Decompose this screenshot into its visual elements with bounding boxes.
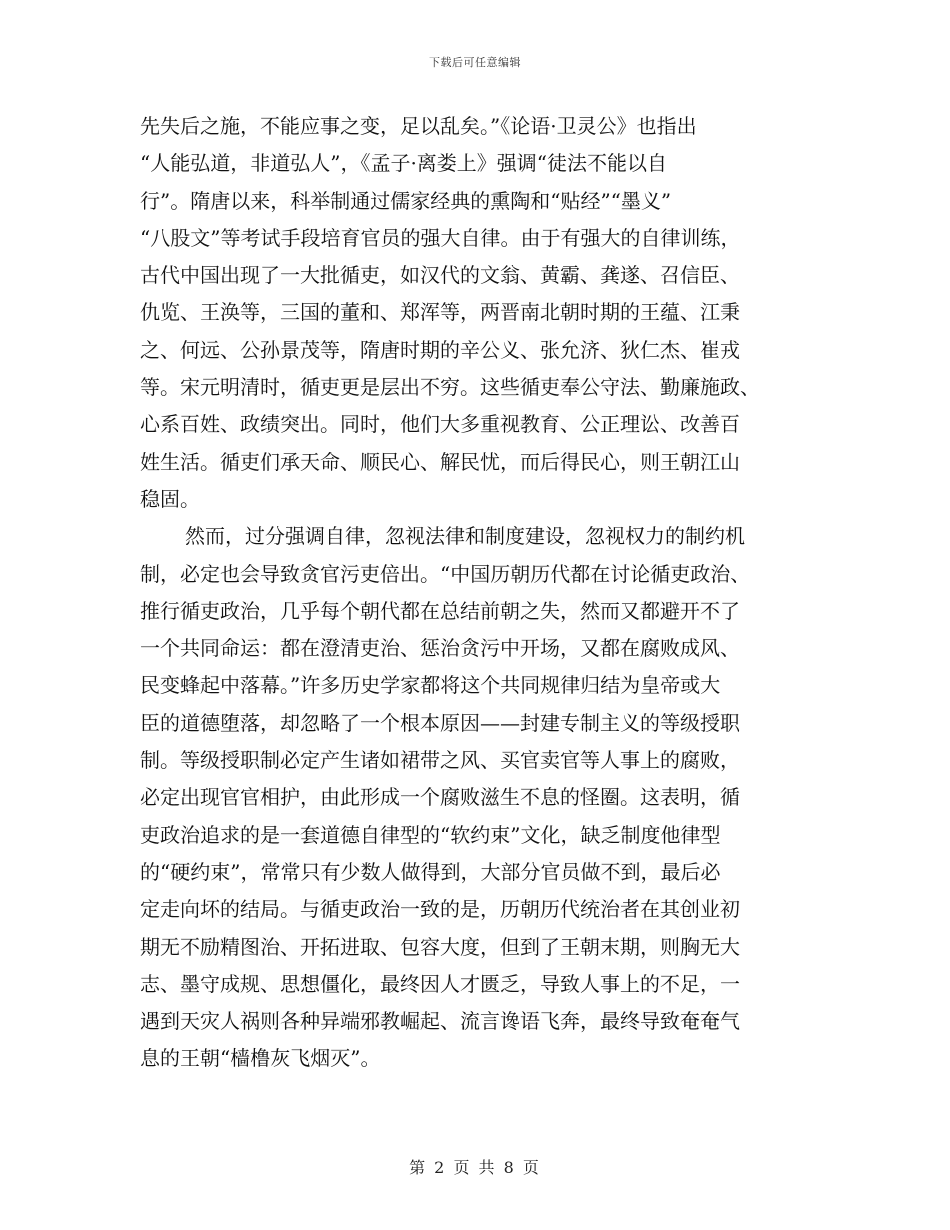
- text-line: 仇览、王涣等，三国的董和、郑浑等，两晋南北朝时期的王蕴、江秉: [140, 300, 740, 325]
- text-line: 定走向坏的结局。与循吏政治一致的是，历朝历代统治者在其创业初: [140, 897, 740, 922]
- text-line: 稳固。: [140, 486, 200, 511]
- text-line: 遇到天灾人祸则各种异端邪教崛起、流言谗语飞奔，最终导致奄奄气: [140, 1009, 740, 1034]
- text-line: 推行循吏政治，几乎每个朝代都在总结前朝之失，然而又都避开不了: [140, 598, 740, 623]
- text-line: 制。等级授职制必定产生诸如裙带之风、买官卖官等人事上的腐败，: [140, 748, 740, 773]
- text-line: 息的王朝“樯橹灰飞烟灭”。: [140, 1046, 381, 1071]
- text-line: 制，必定也会导致贪官污吏倍出。“中国历朝历代都在讨论循吏政治、: [140, 561, 751, 586]
- text-line: 臣的道德堕落，却忽略了一个根本原因——封建专制主义的等级授职: [140, 710, 740, 735]
- text-line: 先失后之施，不能应事之变，足以乱矣。”《论语·卫灵公》也指出: [140, 114, 697, 138]
- text-line: 必定出现官官相护，由此形成一个腐败滋生不息的怪圈。这表明，循: [140, 785, 740, 810]
- text-line: 古代中国出现了一大批循吏，如汉代的文翁、黄霸、龚遂、召信臣、: [140, 263, 740, 288]
- page-header: 下载后可任意编辑: [429, 56, 521, 69]
- text-line: “人能弘道，非道弘人”，《孟子·离娄上》强调“徒法不能以自: [140, 151, 668, 176]
- text-line: 姓生活。循吏们承天命、顺民心、解民忧，而后得民心，则王朝江山: [140, 449, 740, 474]
- text-line: 等。宋元明清时，循吏更是层出不穷。这些循吏奉公守法、勤廉施政、: [140, 375, 760, 400]
- text-line: 行”。隋唐以来，科举制通过儒家经典的熏陶和“贴经”“墨义”: [140, 188, 672, 213]
- text-line: 志、墨守成规、思想僵化，最终因人才匮乏，导致人事上的不足，一: [140, 971, 740, 996]
- text-line: 民变蜂起中落幕。”许多历史学家都将这个共同规律归结为皇帝或大: [140, 673, 721, 698]
- document-body: [140, 108, 810, 1078]
- paragraph-first-line: 然而，过分强调自律，忽视法律和制度建设，忽视权力的制约机: [185, 524, 745, 549]
- text-line: 一个共同命运：都在澄清吏治、惩治贪污中开场，又都在腐败成风、: [140, 636, 740, 661]
- text-line: 期无不励精图治、开拓进取、包容大度，但到了王朝末期，则胸无大: [140, 934, 740, 959]
- page-number: 第 2 页 共 8 页: [409, 1158, 541, 1177]
- text-line: 之、何远、公孙景茂等，隋唐时期的辛公义、张允济、狄仁杰、崔戎: [140, 337, 740, 362]
- text-line: 的“硬约束”，常常只有少数人做得到，大部分官员做不到，最后必: [140, 859, 721, 884]
- text-line: 吏政治追求的是一套道德自律型的“软约束”文化，缺乏制度他律型: [140, 822, 721, 847]
- text-line: 心系百姓、政绩突出。同时，他们大多重视教育、公正理讼、改善百: [140, 412, 740, 437]
- text-line: “八股文”等考试手段培育官员的强大自律。由于有强大的自律训练，: [140, 225, 741, 250]
